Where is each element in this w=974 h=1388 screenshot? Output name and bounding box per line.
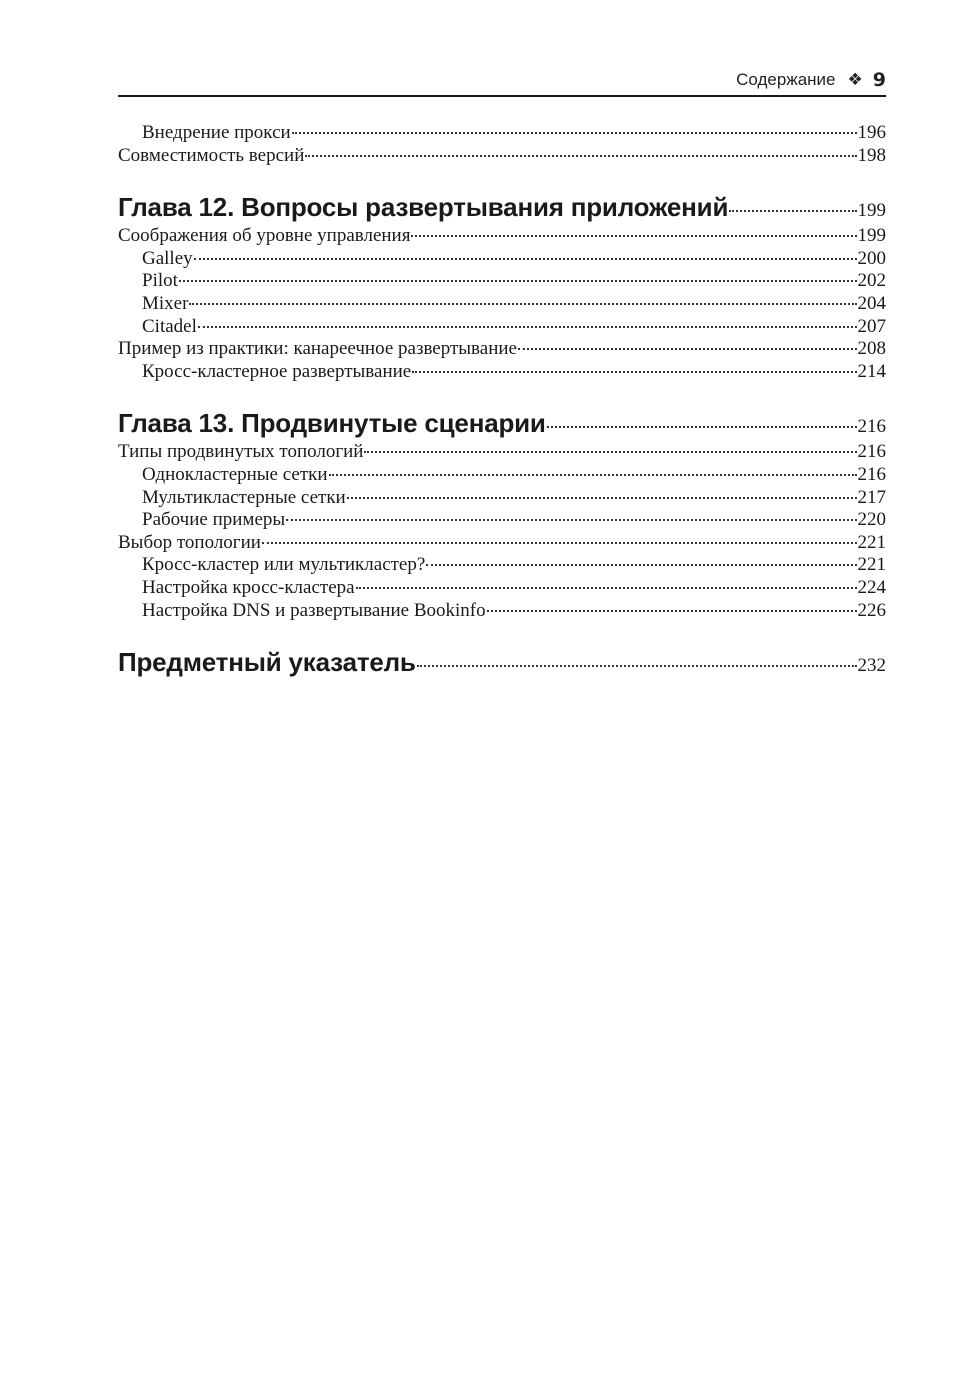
toc-entry-row [118,532,886,555]
toc-page-number: 199 [857,225,886,247]
toc-title: Типы продвинутых топологий [118,441,364,463]
toc-dot-leader [729,210,856,212]
toc-dot-leader [487,610,857,612]
toc-dot-leader [347,497,857,499]
toc-dot-leader [412,371,856,373]
toc-title: Настройка кросс-кластера [142,576,355,598]
toc-dot-leader [262,542,857,544]
toc-title: Совместимость версий [118,144,305,166]
toc-entry-row [118,270,886,293]
toc-title: Galley [142,247,193,269]
toc-page-number: 216 [857,441,886,463]
toc-page-number: 204 [857,292,886,314]
toc-title: Выбор топологии [118,531,261,553]
toc-page-number: 199 [857,200,886,222]
toc-title: Кросс-кластер или мультикластер? [142,554,426,576]
toc-page-number: 232 [857,655,886,677]
toc-dot-leader [547,426,857,428]
table-of-contents [118,122,886,680]
toc-page-number: 200 [857,247,886,269]
toc-entry-row [118,509,886,532]
toc-chapter-row [118,408,886,438]
toc-dot-leader [417,665,857,667]
toc-title: Внедрение прокси [142,122,291,143]
toc-dot-leader [286,519,856,521]
header-divider [118,95,886,97]
toc-page-number: 221 [857,554,886,576]
toc-page-number: 214 [857,360,886,382]
toc-page-number: 221 [857,531,886,553]
toc-title: Соображения об уровне управления [118,225,411,247]
toc-dot-leader [179,280,857,282]
toc-dot-leader [189,303,856,305]
toc-page-number: 217 [857,486,886,508]
toc-title: Рабочие примеры [142,509,286,531]
toc-title: Mixer [142,292,189,314]
toc-dot-leader [194,258,857,260]
toc-page-number: 208 [857,338,886,360]
toc-page-number: 216 [857,416,886,438]
toc-dot-leader [364,451,856,453]
toc-dot-leader [292,132,857,134]
ornament-icon: ❖ [847,70,863,90]
toc-title: Pilot [142,270,178,292]
toc-title: Настройка DNS и развертывание Bookinfo [142,599,486,621]
toc-title: Предметный указатель [118,647,416,678]
toc-page-number: 207 [857,315,886,337]
toc-page-number: 226 [857,599,886,621]
running-header [118,66,886,94]
toc-entry-row [118,464,886,487]
toc-chapter-row [118,647,886,677]
page-number: 9 [872,69,886,91]
toc-page-number: 220 [857,509,886,531]
section-name: Содержание [736,70,836,89]
toc-dot-leader [329,474,857,476]
toc-entry-row [118,577,886,600]
toc-entry-row [118,316,886,339]
toc-entry-row [118,145,886,168]
toc-entry-row [118,600,886,623]
toc-entry-row [118,554,886,577]
toc-entry-row [118,487,886,510]
toc-dot-leader [518,348,857,350]
toc-chapter-row [118,192,886,222]
toc-title: Кросс-кластерное развертывание [142,360,412,382]
toc-entry-row [118,441,886,464]
toc-page-number: 216 [857,463,886,485]
toc-page-number: 202 [857,270,886,292]
toc-entry-row [118,248,886,271]
toc-entry-row [118,338,886,361]
toc-title: Глава 12. Вопросы развертывания приложений [118,192,729,223]
toc-title: Глава 13. Продвинутые сценарии [118,408,546,439]
toc-page-number: 196 [857,122,886,143]
toc-dot-leader [426,564,856,566]
toc-entry-row [118,122,886,145]
toc-entry-row [118,361,886,384]
toc-entry-row [118,225,886,248]
toc-title: Пример из практики: канареечное развертывание [118,338,517,360]
toc-page-number: 224 [857,576,886,598]
toc-dot-leader [198,326,857,328]
toc-title: Мультикластерные сетки [142,486,346,508]
toc-title: Однокластерные сетки [142,463,328,485]
toc-dot-leader [305,155,856,157]
toc-page-number: 198 [857,144,886,166]
toc-dot-leader [356,587,857,589]
toc-dot-leader [411,235,856,237]
toc-entry-row [118,293,886,316]
toc-title: Citadel [142,315,197,337]
